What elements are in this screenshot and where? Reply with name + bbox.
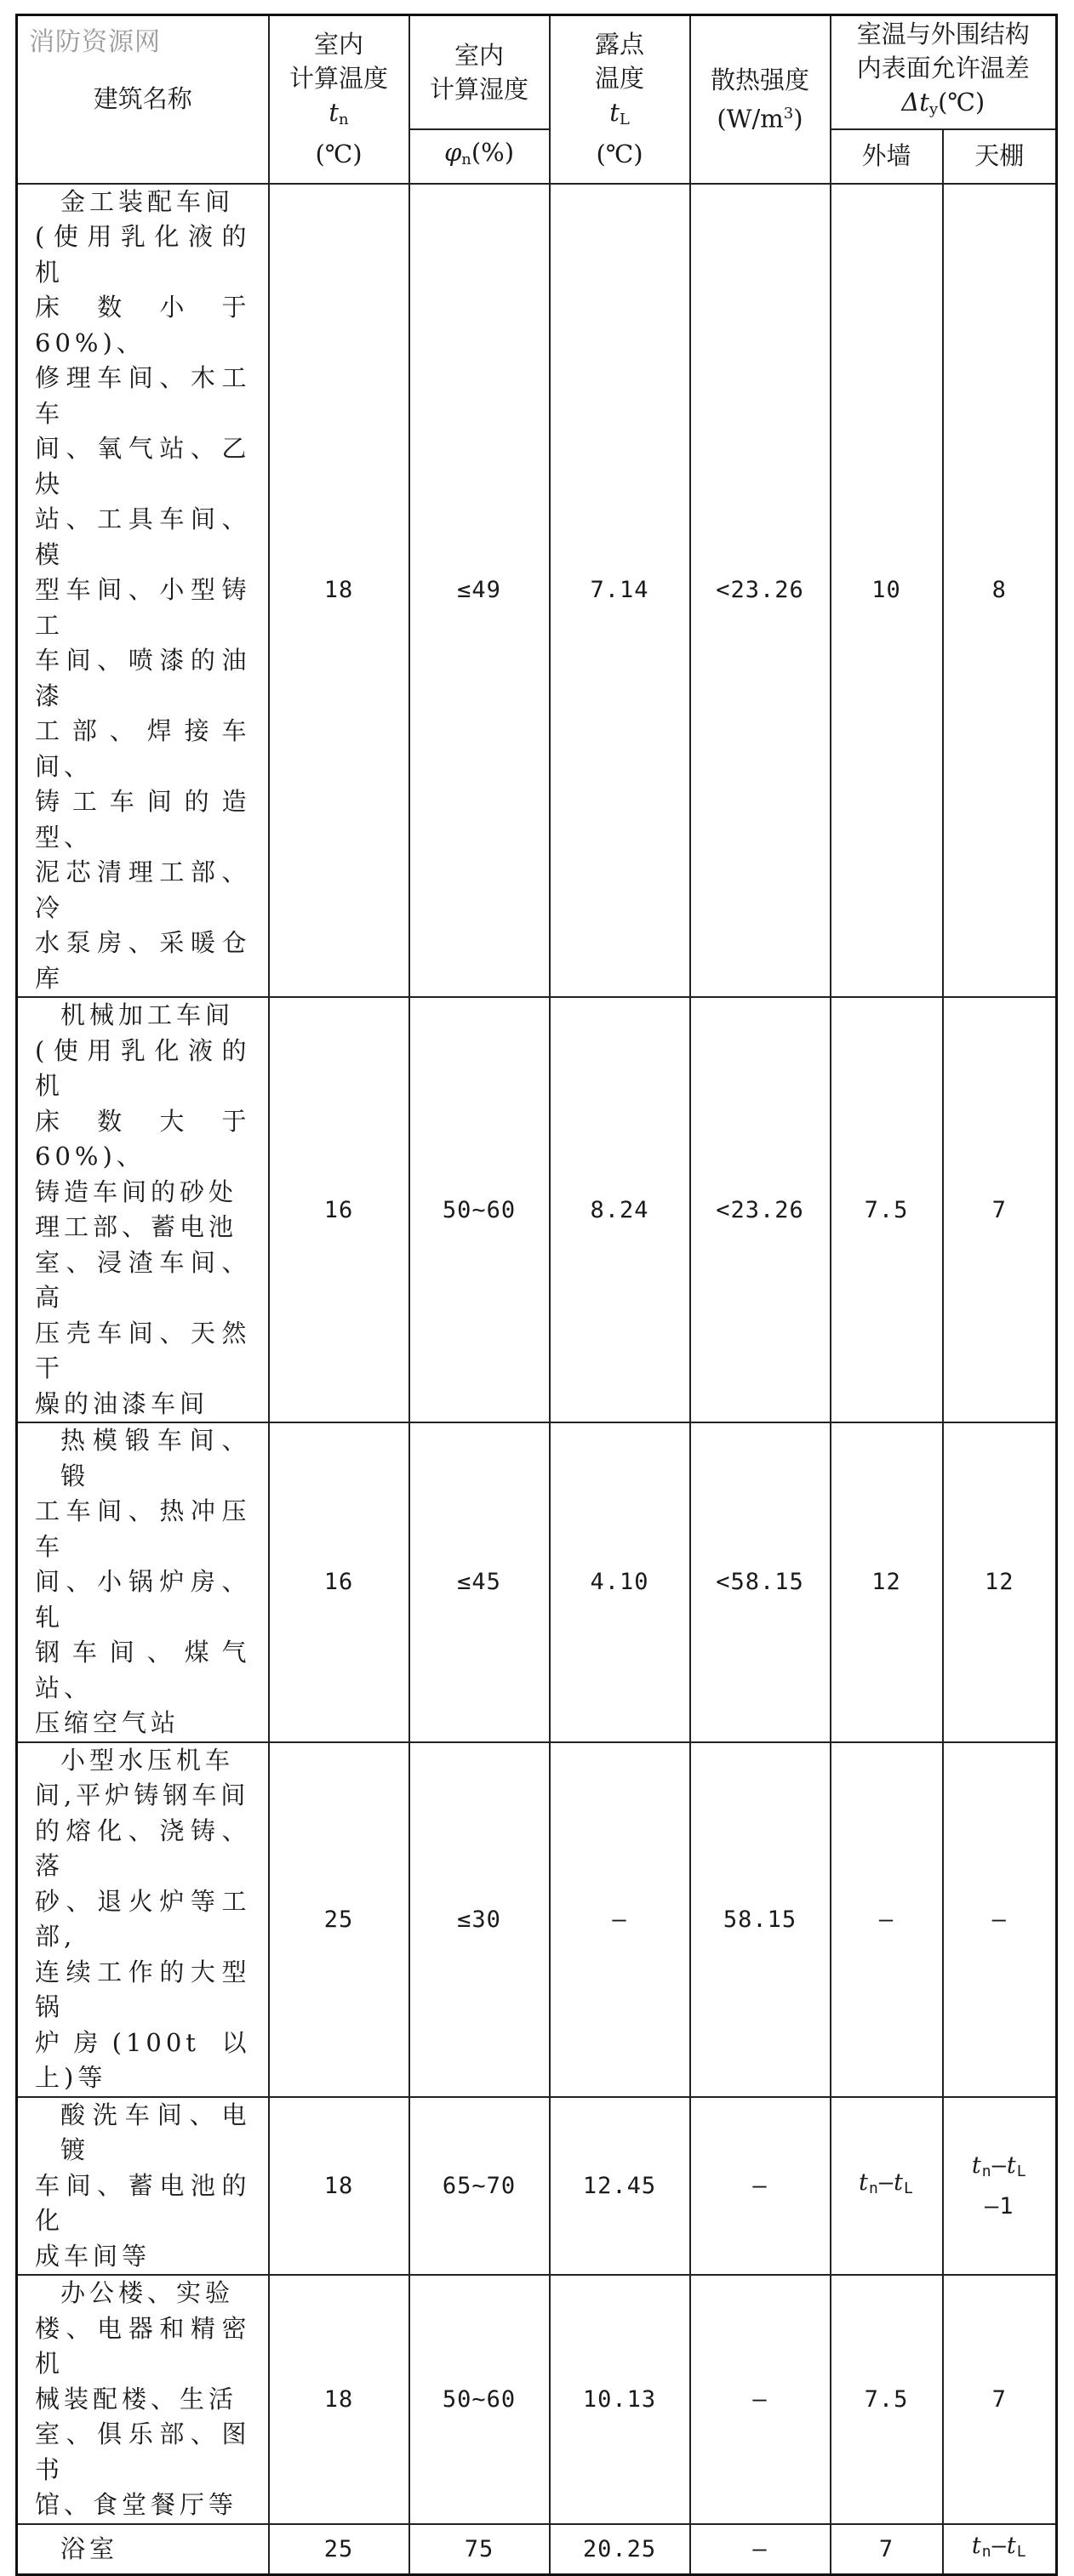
building-name: [17, 184, 269, 998]
header-outer-wall: 外墙: [831, 129, 943, 184]
ceiling-cell: [943, 2524, 1057, 2575]
header-heat-intensity: [690, 15, 831, 184]
building-name: [17, 1422, 269, 1742]
indoor-temp-cell: 25: [269, 2524, 409, 2575]
table-row: [17, 1422, 1057, 1742]
ceiling-cell: [943, 2097, 1057, 2276]
indoor-humidity-cell: ≤49: [409, 184, 550, 998]
building-name-line: 压缩空气站: [35, 1708, 180, 1737]
table-row: [17, 2275, 1057, 2524]
header-building-name: [17, 15, 269, 184]
header-dew-point-symbol: $t_L$: [609, 98, 630, 129]
header-dew-point-line1: 露点: [594, 30, 644, 60]
building-name-line: 机械加工车间: [60, 1000, 235, 1029]
building-name-line: 压壳车间、天然干: [35, 1318, 251, 1382]
heat-intensity-cell: <23.26: [690, 997, 831, 1422]
dew-point-cell: 12.45: [550, 2097, 690, 2276]
building-name-line: 馆、食堂餐厅等: [35, 2490, 238, 2519]
building-name-line: 楼、电器和精密机: [35, 2313, 251, 2378]
indoor-temp-cell: 25: [269, 1742, 409, 2097]
building-name: [17, 2097, 269, 2276]
building-name-line: 修理车间、木工车: [35, 363, 251, 428]
outer-wall-cell: 7.5: [831, 997, 943, 1422]
indoor-humidity-cell: 50~60: [409, 2275, 550, 2524]
formula-sub: n: [869, 2180, 879, 2198]
formula-var: t: [894, 2169, 904, 2197]
formula-var: t: [971, 2151, 982, 2179]
indoor-humidity-cell: 65~70: [409, 2097, 550, 2276]
building-name-line: (使用乳化液的机: [35, 222, 251, 287]
dew-point-cell: 8.24: [550, 997, 690, 1422]
ceiling-cell: 12: [943, 1422, 1057, 1742]
header-indoor-humidity-line2: 计算湿度: [429, 74, 528, 104]
header-heat-intensity-unit: $(W/m^3)$: [717, 104, 803, 134]
header-indoor-humidity: [409, 15, 550, 129]
building-name-line: 床数大于 60%)、: [35, 1106, 251, 1171]
formula-sub: L: [1016, 2543, 1027, 2562]
ceiling-cell: 7: [943, 2275, 1057, 2524]
building-name-line: 车间、蓄电池的化: [35, 2170, 251, 2235]
dew-point-cell: —: [550, 1742, 690, 2097]
building-name-line: 理工部、蓄电池: [35, 1212, 238, 1241]
building-name-line: 办公楼、实验: [60, 2278, 235, 2307]
header-dew-point-line2: 温度: [594, 64, 644, 94]
formula-sub: n: [981, 2162, 992, 2180]
formula: [831, 2165, 942, 2206]
ceiling-cell: —: [943, 1742, 1057, 2097]
building-name-line: 成车间等: [35, 2241, 151, 2271]
building-name-line: 连续工作的大型锅: [35, 1957, 251, 2021]
building-name-line: 械装配楼、生活: [35, 2384, 238, 2414]
header-indoor-temp: [269, 15, 409, 184]
building-name: [17, 2524, 269, 2575]
table-row: [17, 997, 1057, 1422]
building-name-line: 工车间、热冲压车: [35, 1496, 251, 1561]
building-name-line: (使用乳化液的机: [35, 1035, 251, 1100]
building-name-line: 钢车间、煤气站、: [35, 1638, 251, 1702]
building-name-line: 室、俱乐部、图书: [35, 2419, 251, 2484]
outer-wall-cell: —: [831, 1742, 943, 2097]
formula-tail: —1: [985, 2192, 1014, 2220]
outer-wall-cell: 10: [831, 184, 943, 998]
building-name-line: 铸工车间的造型、: [35, 787, 251, 852]
building-name-line: 室、浸渣车间、高: [35, 1247, 251, 1312]
header-allowed-temp-diff-line2: 内表面允许温差: [856, 54, 1030, 83]
heat-intensity-cell: —: [690, 2524, 831, 2575]
outer-wall-cell: 7.5: [831, 2275, 943, 2524]
formula-var: t: [859, 2169, 870, 2197]
indoor-temp-cell: 18: [269, 184, 409, 998]
indoor-temp-cell: 16: [269, 997, 409, 1422]
ceiling-cell: 7: [943, 997, 1057, 1422]
header-allowed-temp-diff-line1: 室温与外围结构: [856, 20, 1030, 49]
formula-var: t: [1006, 2533, 1017, 2560]
indoor-humidity-cell: ≤45: [409, 1422, 550, 1742]
table-row: [17, 184, 1057, 998]
header-indoor-temp-unit: (℃): [315, 140, 363, 169]
formula-var: t: [1006, 2151, 1017, 2179]
outer-wall-cell: [831, 2097, 943, 2276]
building-name-line: 酸洗车间、电镀: [60, 2100, 251, 2164]
building-name-line: 间、小锅炉房、轧: [35, 1567, 251, 1632]
dew-point-cell: 20.25: [550, 2524, 690, 2575]
building-name-line: 炉房(100t 以上)等: [35, 2027, 251, 2092]
heat-intensity-cell: —: [690, 2097, 831, 2276]
header-indoor-temp-line1: 室内: [313, 30, 363, 60]
heat-intensity-cell: —: [690, 2275, 831, 2524]
building-name-line: 泥芯清理工部、冷: [35, 858, 251, 922]
formula: [944, 2148, 1056, 2189]
building-name-line: 热模锻车间、锻: [60, 1426, 251, 1490]
watermark: 消防资源网: [29, 27, 161, 57]
outer-wall-cell: 12: [831, 1422, 943, 1742]
header-building-name-label: 建筑名称: [93, 84, 192, 114]
building-name-line: 车间、喷漆的油漆: [35, 646, 251, 710]
building-name: [17, 997, 269, 1422]
building-name: [17, 1742, 269, 2097]
header-allowed-temp-diff: [831, 15, 1057, 129]
indoor-temp-cell: 18: [269, 2097, 409, 2276]
building-name-line: 金工装配车间: [60, 186, 235, 216]
building-name-line: 燥的油漆车间: [35, 1388, 209, 1418]
building-name-line: 床数小于 60%)、: [35, 293, 251, 357]
header-indoor-humidity-line1: 室内: [454, 40, 504, 70]
table-row: [17, 2097, 1057, 2276]
header-indoor-temp-line2: 计算温度: [288, 64, 388, 94]
ceiling-cell: 8: [943, 184, 1057, 998]
formula-op: —: [991, 2151, 1007, 2179]
building-name-line: 站、工具车间、模: [35, 504, 251, 569]
table-row: [17, 1742, 1057, 2097]
dew-point-cell: 10.13: [550, 2275, 690, 2524]
design-parameters-table: [15, 14, 1058, 2576]
indoor-humidity-cell: ≤30: [409, 1742, 550, 2097]
header-ceiling: 天棚: [943, 129, 1057, 184]
header-indoor-temp-symbol: $t_n$: [328, 98, 349, 129]
heat-intensity-cell: <58.15: [690, 1422, 831, 1742]
building-name-line: 砂、退火炉等工部,: [35, 1886, 251, 1951]
header-dew-point: [550, 15, 690, 184]
formula-op: —: [991, 2533, 1007, 2560]
formula-var: t: [971, 2533, 982, 2560]
indoor-temp-cell: 18: [269, 2275, 409, 2524]
formula-sub: n: [981, 2543, 992, 2562]
dew-point-cell: 4.10: [550, 1422, 690, 1742]
building-name-line: 水泵房、采暖仓库: [35, 928, 251, 993]
heat-intensity-cell: <23.26: [690, 184, 831, 998]
outer-wall-cell: 7: [831, 2524, 943, 2575]
header-allowed-temp-diff-symbol: $\Delta t_y(℃)$: [901, 88, 985, 119]
building-name: [17, 2275, 269, 2524]
header-heat-intensity-line1: 散热强度: [710, 65, 809, 94]
table-body: [17, 184, 1057, 2575]
building-name-line: 浴室: [60, 2533, 119, 2563]
heat-intensity-cell: 58.15: [690, 1742, 831, 2097]
indoor-temp-cell: 16: [269, 1422, 409, 1742]
header-dew-point-unit: (℃): [596, 140, 643, 169]
formula-sub: L: [903, 2180, 914, 2198]
building-name-line: 间,平炉铸钢车间: [35, 1781, 250, 1809]
formula-op: —: [878, 2169, 894, 2197]
building-name-line: 间、氧气站、乙炔: [35, 434, 251, 499]
building-name-line: 的熔化、浇铸、落: [35, 1815, 251, 1880]
building-name-line: 型车间、小型铸工: [35, 575, 251, 640]
formula-sub: L: [1016, 2162, 1027, 2180]
building-name-line: 铸造车间的砂处: [35, 1177, 238, 1206]
dew-point-cell: 7.14: [550, 184, 690, 998]
building-name-line: 工部、焊接车间、: [35, 716, 251, 781]
header-humidity-symbol: $\varphi_n(\%)$: [409, 129, 550, 184]
building-name-line: 小型水压机车: [60, 1745, 235, 1775]
table-row: [17, 2524, 1057, 2575]
indoor-humidity-cell: 50~60: [409, 997, 550, 1422]
formula: [944, 2528, 1056, 2569]
indoor-humidity-cell: 75: [409, 2524, 550, 2575]
